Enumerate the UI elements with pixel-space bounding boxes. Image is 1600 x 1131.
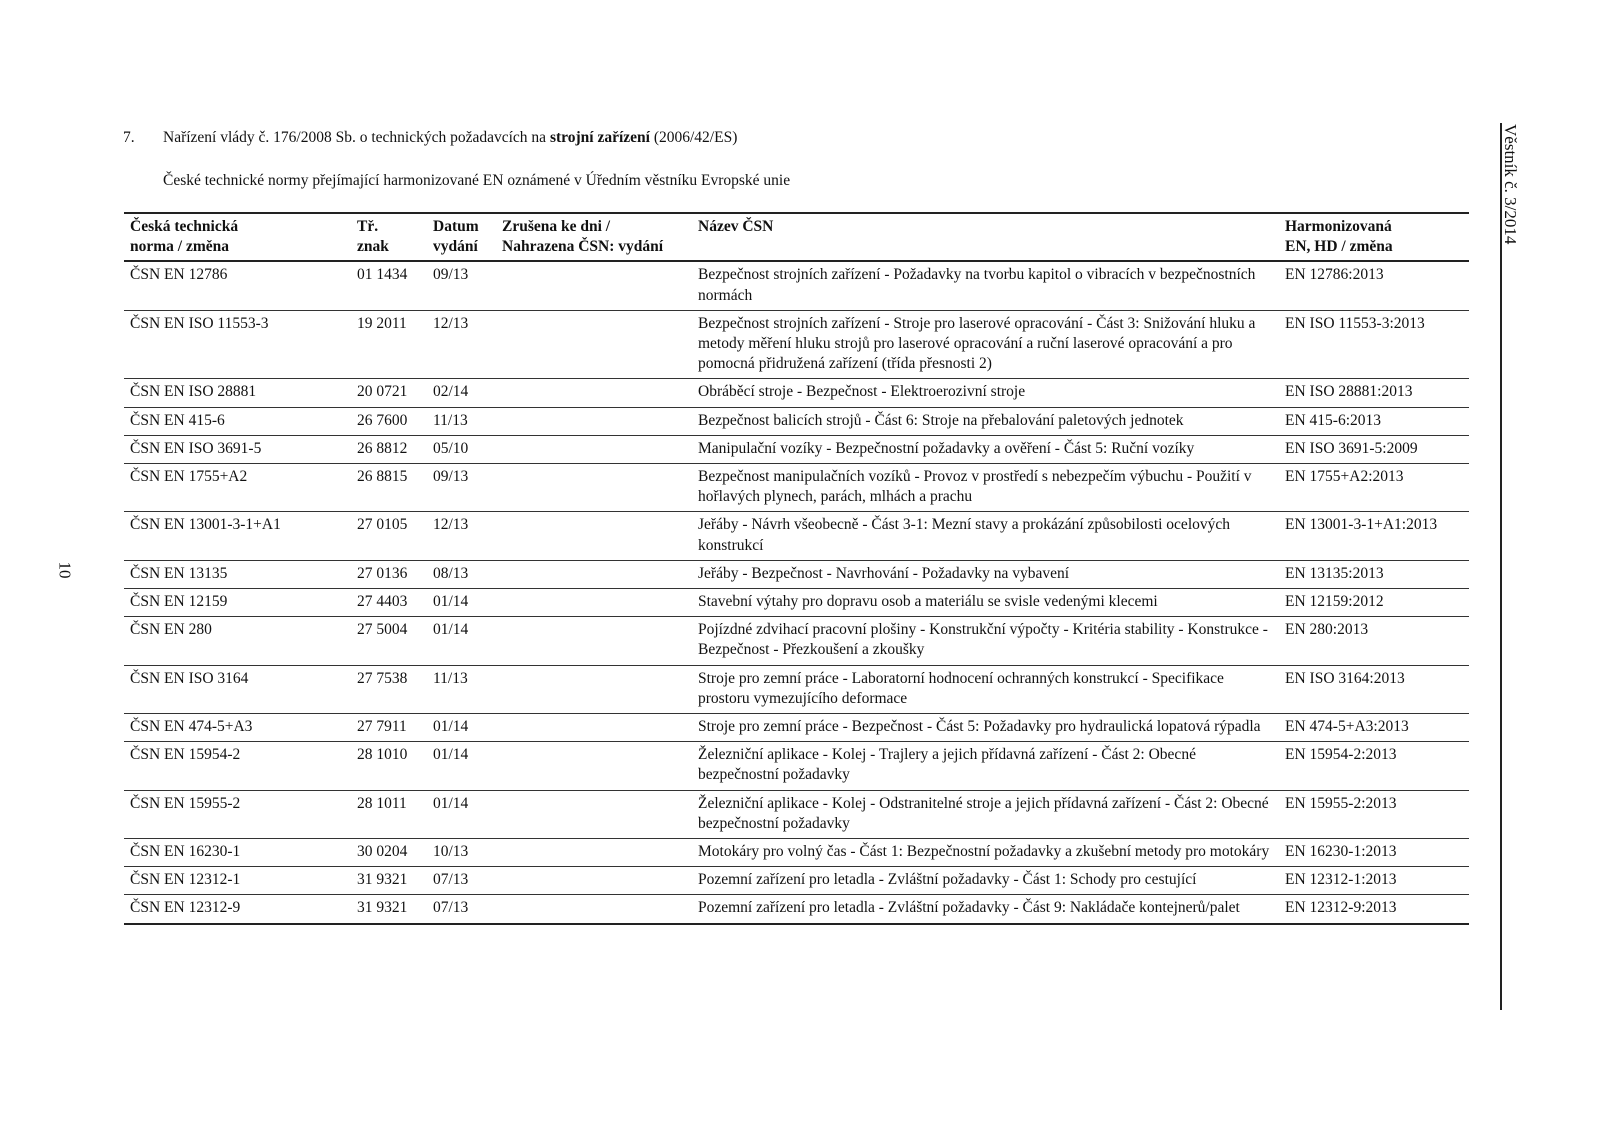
cell-withdrawn [496, 714, 692, 742]
cell-title: Bezpečnost balicích strojů - Část 6: Stroje na přebalování paletových jednotek [692, 407, 1279, 435]
column-header-line: Nahrazena ČSN: vydání [502, 238, 664, 256]
cell-harmonized-en: EN 13001-3-1+A1:2013 [1279, 512, 1469, 560]
column-header-line: Datum [433, 218, 479, 235]
column-header [1279, 213, 1469, 261]
cell-class-code: 27 4403 [351, 589, 427, 617]
cell-norma: ČSN EN 280 [124, 617, 351, 665]
column-header [496, 213, 692, 261]
cell-norma: ČSN EN 1755+A2 [124, 464, 351, 512]
column-header-line: znak [357, 238, 389, 256]
table-row [124, 261, 1469, 310]
column-header-line: Harmonizovaná [1285, 218, 1392, 235]
cell-title: Jeřáby - Bezpečnost - Navrhování - Požadavky na vybavení [692, 560, 1279, 588]
column-header-line: Česká technická [130, 218, 239, 235]
table-row [124, 512, 1469, 560]
cell-norma: ČSN EN 12159 [124, 589, 351, 617]
cell-withdrawn [496, 867, 692, 895]
section-subtitle: České technické normy přejímající harmonizované EN oznámené v Úředním věstníku Evropské unie [163, 172, 791, 189]
table-row [124, 867, 1469, 895]
cell-harmonized-en: EN ISO 3691-5:2009 [1279, 435, 1469, 463]
cell-withdrawn [496, 589, 692, 617]
cell-norma: ČSN EN 12312-1 [124, 867, 351, 895]
cell-title: Bezpečnost strojních zařízení - Stroje pro laserové opracování - Část 3: Snižování hluku a metody měření hluku strojů pro laserové opracování a ruční laserové opracování a pro pomocná přidružená zařízení (třída přesnosti 2) [692, 310, 1279, 379]
table-header-row [124, 213, 1469, 261]
cell-class-code: 01 1434 [351, 261, 427, 310]
cell-norma: ČSN EN ISO 28881 [124, 379, 351, 407]
table-row [124, 589, 1469, 617]
margin-rule [1500, 123, 1502, 1010]
cell-withdrawn [496, 407, 692, 435]
cell-issue-date: 01/14 [427, 742, 496, 790]
cell-issue-date: 02/14 [427, 379, 496, 407]
cell-issue-date: 12/13 [427, 512, 496, 560]
cell-harmonized-en: EN 12312-1:2013 [1279, 867, 1469, 895]
cell-issue-date: 01/14 [427, 617, 496, 665]
cell-issue-date: 11/13 [427, 407, 496, 435]
cell-issue-date: 12/13 [427, 310, 496, 379]
table-row [124, 790, 1469, 838]
cell-class-code: 28 1011 [351, 790, 427, 838]
cell-title: Obráběcí stroje - Bezpečnost - Elektroerozivní stroje [692, 379, 1279, 407]
table-row [124, 617, 1469, 665]
cell-withdrawn [496, 464, 692, 512]
column-header-line: norma / změna [130, 238, 230, 256]
cell-class-code: 27 0136 [351, 560, 427, 588]
table-row [124, 435, 1469, 463]
cell-title: Stroje pro zemní práce - Laboratorní hodnocení ochranných konstrukcí - Specifikace prostoru vymezujícího deformace [692, 665, 1279, 713]
cell-class-code: 27 7538 [351, 665, 427, 713]
cell-title: Pojízdné zdvihací pracovní plošiny - Konstrukční výpočty - Kritéria stability - Konstrukce - Bezpečnost - Přezkoušení a zkoušky [692, 617, 1279, 665]
cell-issue-date: 01/14 [427, 589, 496, 617]
cell-harmonized-en: EN 12786:2013 [1279, 261, 1469, 310]
cell-norma: ČSN EN 16230-1 [124, 839, 351, 867]
cell-title: Motokáry pro volný čas - Část 1: Bezpečnostní požadavky a zkušební metody pro motokáry [692, 839, 1279, 867]
cell-norma: ČSN EN ISO 3691-5 [124, 435, 351, 463]
table-row [124, 742, 1469, 790]
cell-class-code: 31 9321 [351, 867, 427, 895]
cell-withdrawn [496, 617, 692, 665]
cell-norma: ČSN EN 12312-9 [124, 895, 351, 924]
cell-harmonized-en: EN 280:2013 [1279, 617, 1469, 665]
cell-withdrawn [496, 790, 692, 838]
cell-issue-date: 09/13 [427, 261, 496, 310]
table-row [124, 714, 1469, 742]
cell-norma: ČSN EN 12786 [124, 261, 351, 310]
column-header-line: Zrušena ke dni / [502, 218, 611, 235]
cell-norma: ČSN EN 13135 [124, 560, 351, 588]
cell-harmonized-en: EN 15955-2:2013 [1279, 790, 1469, 838]
cell-issue-date: 08/13 [427, 560, 496, 588]
cell-class-code: 28 1010 [351, 742, 427, 790]
cell-withdrawn [496, 895, 692, 924]
column-header-line: EN, HD / změna [1285, 238, 1393, 256]
cell-title: Stavební výtahy pro dopravu osob a materiálu se svisle vedenými klecemi [692, 589, 1279, 617]
column-header [692, 213, 1279, 261]
cell-norma: ČSN EN 15955-2 [124, 790, 351, 838]
cell-norma: ČSN EN 15954-2 [124, 742, 351, 790]
cell-withdrawn [496, 261, 692, 310]
cell-issue-date: 07/13 [427, 867, 496, 895]
heading-text-bold: strojní zařízení [549, 129, 650, 146]
cell-class-code: 26 8812 [351, 435, 427, 463]
cell-title: Pozemní zařízení pro letadla - Zvláštní požadavky - Část 9: Nakládače kontejnerů/palet [692, 895, 1279, 924]
cell-harmonized-en: EN 13135:2013 [1279, 560, 1469, 588]
cell-class-code: 19 2011 [351, 310, 427, 379]
cell-issue-date: 01/14 [427, 714, 496, 742]
table-row [124, 839, 1469, 867]
standards-table [124, 212, 1469, 925]
column-header-line: Tř. [357, 218, 379, 235]
cell-class-code: 20 0721 [351, 379, 427, 407]
page-number: 10 [55, 561, 75, 579]
cell-class-code: 27 0105 [351, 512, 427, 560]
cell-withdrawn [496, 665, 692, 713]
heading-text-post: (2006/42/ES) [649, 129, 738, 146]
cell-norma: ČSN EN 13001-3-1+A1 [124, 512, 351, 560]
cell-title: Manipulační vozíky - Bezpečnostní požadavky a ověření - Část 5: Ruční vozíky [692, 435, 1279, 463]
cell-issue-date: 09/13 [427, 464, 496, 512]
cell-withdrawn [496, 310, 692, 379]
cell-harmonized-en: EN ISO 11553-3:2013 [1279, 310, 1469, 379]
cell-harmonized-en: EN 12159:2012 [1279, 589, 1469, 617]
section-number: 7. [123, 129, 135, 146]
column-header-line: Název ČSN [698, 218, 774, 235]
table-row [124, 464, 1469, 512]
cell-title: Bezpečnost strojních zařízení - Požadavky na tvorbu kapitol o vibracích v bezpečnostních normách [692, 261, 1279, 310]
cell-norma: ČSN EN 415-6 [124, 407, 351, 435]
cell-title: Stroje pro zemní práce - Bezpečnost - Část 5: Požadavky pro hydraulická lopatová rýpadla [692, 714, 1279, 742]
cell-harmonized-en: EN 1755+A2:2013 [1279, 464, 1469, 512]
cell-withdrawn [496, 742, 692, 790]
heading-text-pre: Nařízení vlády č. 176/2008 Sb. o technických požadavcích na [163, 129, 550, 146]
column-header [124, 213, 351, 261]
cell-title: Jeřáby - Návrh všeobecně - Část 3-1: Mezní stavy a prokázání způsobilosti ocelových konstrukcí [692, 512, 1279, 560]
cell-issue-date: 10/13 [427, 839, 496, 867]
cell-withdrawn [496, 435, 692, 463]
cell-harmonized-en: EN ISO 3164:2013 [1279, 665, 1469, 713]
cell-issue-date: 05/10 [427, 435, 496, 463]
cell-class-code: 31 9321 [351, 895, 427, 924]
table-row [124, 407, 1469, 435]
column-header-line: vydání [433, 238, 478, 256]
cell-title: Železniční aplikace - Kolej - Trajlery a jejich přídavná zařízení - Část 2: Obecné bezpečnostní požadavky [692, 742, 1279, 790]
table-row [124, 895, 1469, 924]
cell-withdrawn [496, 560, 692, 588]
cell-harmonized-en: EN 15954-2:2013 [1279, 742, 1469, 790]
table-row [124, 560, 1469, 588]
column-header [351, 213, 427, 261]
cell-class-code: 27 5004 [351, 617, 427, 665]
table-row [124, 310, 1469, 379]
cell-harmonized-en: EN 12312-9:2013 [1279, 895, 1469, 924]
cell-norma: ČSN EN 474-5+A3 [124, 714, 351, 742]
cell-harmonized-en: EN 474-5+A3:2013 [1279, 714, 1469, 742]
cell-norma: ČSN EN ISO 11553-3 [124, 310, 351, 379]
cell-issue-date: 11/13 [427, 665, 496, 713]
cell-issue-date: 01/14 [427, 790, 496, 838]
cell-class-code: 26 8815 [351, 464, 427, 512]
journal-issue-label: Věstník č. 3/2014 [1501, 124, 1520, 245]
cell-title: Bezpečnost manipulačních vozíků - Provoz v prostředí s nebezpečím výbuchu - Použití v hořlavých plynech, parách, mlhách a prachu [692, 464, 1279, 512]
table-row [124, 379, 1469, 407]
column-header [427, 213, 496, 261]
cell-harmonized-en: EN 16230-1:2013 [1279, 839, 1469, 867]
cell-harmonized-en: EN ISO 28881:2013 [1279, 379, 1469, 407]
cell-withdrawn [496, 512, 692, 560]
standards-table-container [124, 212, 1469, 925]
cell-harmonized-en: EN 415-6:2013 [1279, 407, 1469, 435]
cell-withdrawn [496, 379, 692, 407]
cell-class-code: 27 7911 [351, 714, 427, 742]
table-body [124, 261, 1469, 923]
cell-class-code: 30 0204 [351, 839, 427, 867]
cell-withdrawn [496, 839, 692, 867]
cell-title: Pozemní zařízení pro letadla - Zvláštní požadavky - Část 1: Schody pro cestující [692, 867, 1279, 895]
cell-title: Železniční aplikace - Kolej - Odstranitelné stroje a jejich přídavná zařízení - Část 2: Obecné bezpečnostní požadavky [692, 790, 1279, 838]
cell-issue-date: 07/13 [427, 895, 496, 924]
cell-norma: ČSN EN ISO 3164 [124, 665, 351, 713]
cell-class-code: 26 7600 [351, 407, 427, 435]
table-row [124, 665, 1469, 713]
section-heading [123, 128, 737, 148]
